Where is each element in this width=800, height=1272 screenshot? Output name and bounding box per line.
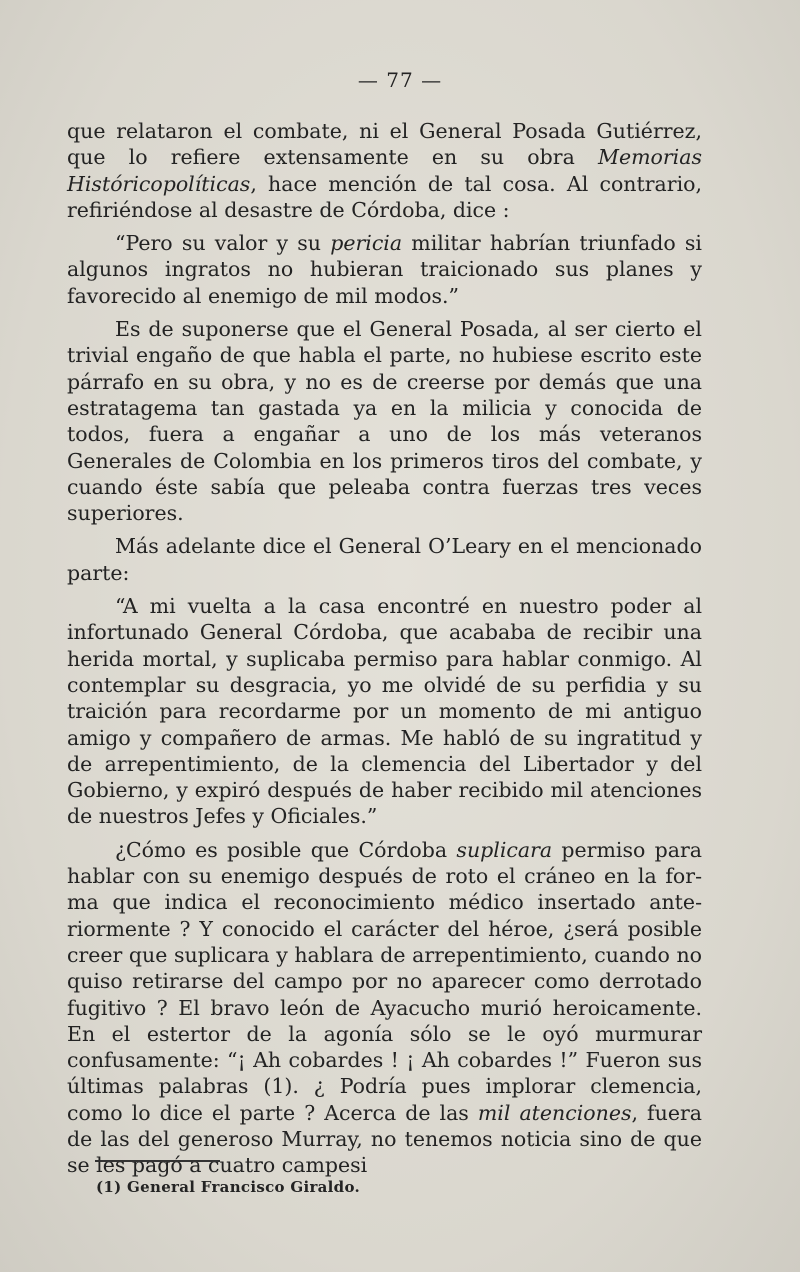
text-run: , fuera de las del generoso Murray, no tenemos noticia sino de que se les pagó a cuatro campesi: [67, 1100, 702, 1178]
paragraph: [67, 316, 702, 526]
italic-text: pericia: [330, 231, 403, 256]
paragraph: [67, 118, 702, 223]
footnote-rule: [95, 1160, 220, 1162]
paragraph: [67, 230, 702, 309]
footnote: (1) General Francisco Giraldo.: [96, 1178, 361, 1196]
text-run: militar habrían triunfado si algunos ingratos no hubieran traicionado sus planes y favorecido al enemigo de mil modos.”: [67, 231, 702, 308]
text-run: “A mi vuelta a la casa encontré en nuestro poder al infortunado General Córdoba, que acababa de recibir una herida mortal, y suplicaba permiso para hablar conmigo. Al contemplar su desgracia, yo me olvidé de su perfidia y su traición para recordarme por un momento de mi antiguo amigo y compañero de armas. Me habló de su ingratitud y de arrepentimiento, de la clemencia del Libertador y del Gobierno, y expiró después de haber recibido mil atenciones de nuestros Jefes y Oficiales.”: [67, 594, 702, 829]
paragraph: [67, 593, 702, 830]
text-run: Más adelante dice el General O’Leary en el mencionado parte:: [67, 534, 702, 585]
text-run: “Pero su valor y su: [115, 231, 331, 256]
body-text: [67, 118, 702, 1186]
italic-text: suplicara: [456, 837, 553, 862]
text-run: permiso para hablar con su enemigo después de roto el cráneo en la forma que indica el reconocimiento médico insertado anteriormente ? Y conocido el carácter del héroe, ¿será posible creer que suplicara y hablara de arrepentimiento, cuando no quiso retirarse del campo por no aparecer como derrotado fugitivo ? El bravo león de Ayacucho murió heroicamente. En el estertor de la agonía sólo se le oyó murmurar confusamente: “¡ Ah cobardes ! ¡ Ah cobardes !” Fueron sus últimas palabras (1). ¿ Podría pues implorar clemencia, como lo dice el parte ? Acerca de las: [67, 837, 702, 1125]
paragraph: [67, 533, 702, 586]
text-run: que relataron el combate, ni el General Posada Gutiérrez, que lo refiere extensamente en su obra: [67, 119, 702, 170]
page-number: — 77 —: [357, 68, 443, 92]
text-run: , hace mención de tal cosa. Al contrario, refiriéndose al desastre de Córdoba, dice :: [67, 171, 702, 222]
text-run: Es de suponerse que el General Posada, al ser cierto el trivial engaño de que habla el parte, no hubiese escrito este párrafo en su obra, y no es de creerse por demás que una estratagema tan gastada ya en la milicia y conocida de todos, fuera a engañar a uno de los más veteranos Generales de Colombia en los primeros tiros del combate, y cuando éste sabía que peleaba contra fuerzas tres veces superiores.: [67, 317, 702, 526]
italic-text: mil atenciones: [477, 1100, 632, 1125]
italic-text: Memorias Históricopolíticas: [67, 145, 702, 196]
text-run: ¿Cómo es posible que Córdoba: [115, 837, 457, 862]
paragraph: [67, 837, 702, 1179]
